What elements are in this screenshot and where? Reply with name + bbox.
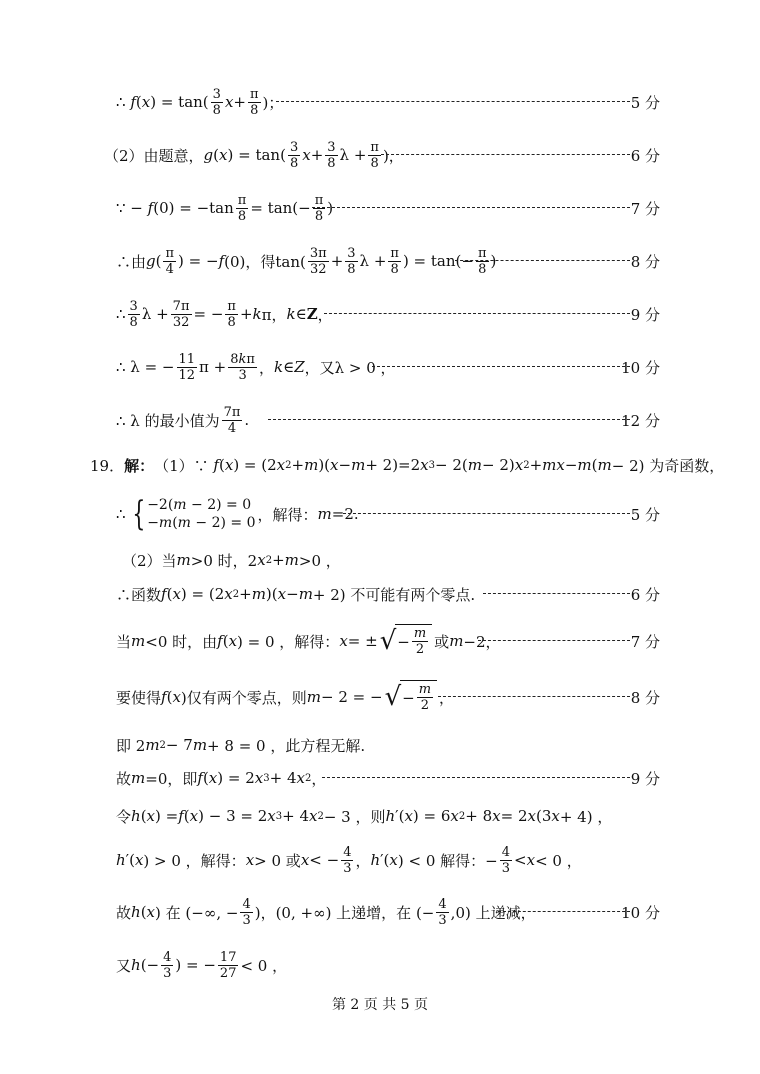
formula: 令 h ( x ) = f ( x ) − 3 = 2 x 3 + 4 x 2 − 3 ，则 h ′( x ) = 6 x 2 + 8 x = 2 x (3 x + 4) ， (116, 807, 613, 826)
score-label: 6 分 (630, 146, 660, 165)
dash-leader (322, 777, 630, 778)
formula: ∴ $\frac{3}{8}$ λ + $\frac{7\pi}{32}$ = − $\frac{\pi}{8}$ + k π， k ∈ Z ， (116, 298, 333, 330)
solution-line (0, 241, 760, 281)
solution-line (0, 347, 760, 387)
formula: ∵ − f (0) = −tan $\frac{\pi}{8}$ = tan(− $\frac{\pi}{8}$ ) (116, 192, 334, 224)
score-label: 7 分 (630, 199, 660, 218)
dash-leader (478, 640, 630, 641)
formula: ∴由 g ( $\frac{\pi}{4}$ ) = − f (0)，得tan( $\frac{3\pi}{32}$ + $\frac{3}{8}$ λ + $\frac{\pi}{8}$ ) = tan(− $\frac{\pi}{8}$ ) (116, 245, 497, 277)
formula: （2）由题意， g ( x ) = tan( $\frac{3}{8}$ x + $\frac{3}{8}$ λ + $\frac{\pi}{8}$ )， (104, 139, 404, 171)
dash-leader (498, 911, 630, 912)
solution-line (0, 840, 760, 880)
score-label: 12 分 (621, 411, 660, 430)
dash-leader (324, 313, 630, 314)
formula: 当 m <0 时，由 f ( x ) = 0 ，解得： x = ± √ − $\frac{m}{2}$ 或 m −2， (116, 626, 501, 657)
solution-line (0, 758, 760, 798)
formula: ∴ f ( x ) = tan( $\frac{3}{8}$ x + $\frac{\pi}{8}$ )； (116, 86, 284, 118)
score-label: 9 分 (630, 305, 660, 324)
formula: 故 h ( x ) 在 (−∞, − $\frac{4}{3}$ )，(0, +∞) 上递增，在 (− $\frac{4}{3}$ ,0) 上递减， (116, 896, 536, 928)
solution-line (0, 494, 760, 534)
score-label: 10 分 (621, 358, 660, 377)
solution-line (0, 82, 760, 122)
solution-line (0, 796, 760, 836)
dash-leader (312, 207, 630, 208)
formula: h ′( x ) > 0 ，解得： x > 0 或 x < − $\frac{4}{3}$ ， h ′( x ) < 0 解得：− $\frac{4}{3}$ < x < 0 ， (116, 844, 582, 876)
solution-line (0, 188, 760, 228)
formula: （2）当 m >0 时，2 x 2 + m >0 ， (122, 551, 341, 570)
score-label: 5 分 (630, 505, 660, 524)
score-label: 6 分 (630, 585, 660, 604)
solution-line (0, 294, 760, 334)
formula: 要使得 f ( x )仅有两个零点，则 m − 2 = − √ − $\frac{m}{2}$ ， (116, 682, 455, 713)
score-label: 5 分 (630, 93, 660, 112)
dash-leader (268, 419, 630, 420)
score-label: 8 分 (630, 252, 660, 271)
dash-leader (483, 593, 630, 594)
score-label: 9 分 (630, 769, 660, 788)
formula: 又 h (− $\frac{4}{3}$ ) = − $\frac{17}{27}$ < 0 ， (116, 949, 288, 981)
dash-leader (455, 260, 630, 261)
dash-leader (381, 154, 630, 155)
solution-line (0, 445, 760, 485)
solution-line (0, 621, 760, 661)
score-label: 7 分 (630, 632, 660, 651)
solution-line (0, 677, 760, 717)
formula: ∴函数 f ( x ) = (2 x 2 + m )( x − m + 2) 不可能有两个零点. (116, 585, 476, 604)
formula: ∴ λ = − $\frac{11}{12}$ π + $\frac{8k\pi}{3}$ ， k ∈ Z ，又λ > 0 ， (116, 351, 396, 383)
score-label: 8 分 (630, 688, 660, 707)
solution-line (0, 945, 760, 985)
formula: 故 m =0，即 f ( x ) = 2 x 3 + 4 x 2 ， (116, 769, 327, 788)
formula: 19． 解： （1）∵ f ( x ) = (2 x 2 + m )( x − m + 2)=2 x 3 − 2( m − 2) x 2 + mx − m ( m − 2) 为奇函数， (90, 456, 725, 475)
solution-line (0, 400, 760, 440)
solution-line (0, 892, 760, 932)
page-footer: 第 2 页 共 5 页 (331, 997, 429, 1013)
dash-leader (343, 513, 630, 514)
dash-leader (276, 101, 630, 102)
score-label: 10 分 (621, 903, 660, 922)
dash-leader (438, 696, 630, 697)
solution-line (0, 574, 760, 614)
formula: ∴ λ 的最小值为 $\frac{7\pi}{4}$ . (116, 404, 250, 436)
solution-line (0, 135, 760, 175)
formula: ∴ { −2(m − 2) = 0 −m(m − 2) = 0 ，解得： m =2. (116, 494, 359, 534)
dash-leader (372, 366, 630, 367)
formula: 即 2 m 2 − 7 m + 8 = 0 ，此方程无解. (116, 736, 366, 755)
